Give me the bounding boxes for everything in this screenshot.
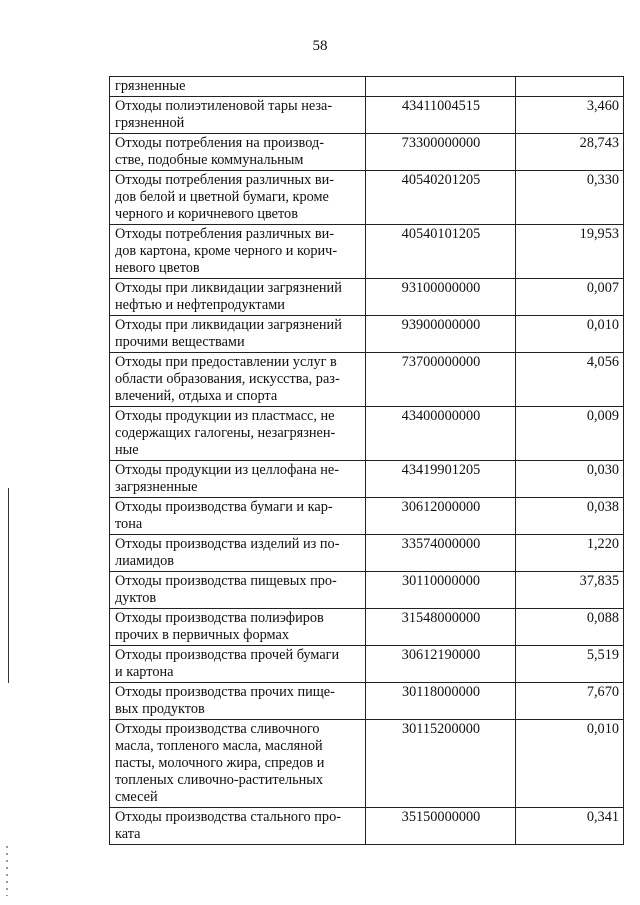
waste-mass-cell: 3,460 <box>516 97 624 134</box>
waste-mass-cell: 28,743 <box>516 134 624 171</box>
table-row <box>110 134 624 171</box>
table-row <box>110 353 624 407</box>
waste-mass-cell: 4,056 <box>516 353 624 407</box>
table-row <box>110 683 624 720</box>
table-row <box>110 609 624 646</box>
table-row <box>110 808 624 845</box>
waste-code-cell: 40540101205 <box>366 225 516 279</box>
waste-code-cell: 31548000000 <box>366 609 516 646</box>
table-row <box>110 407 624 461</box>
waste-mass-cell: 0,010 <box>516 316 624 353</box>
table-row <box>110 225 624 279</box>
waste-code-cell: 93100000000 <box>366 279 516 316</box>
waste-code-cell: 40540201205 <box>366 171 516 225</box>
waste-name-cell: Отходы потребления различных ви- дов белой и цветной бумаги, кроме черного и коричневого цветов <box>110 171 366 225</box>
waste-mass-cell <box>516 77 624 97</box>
waste-table <box>109 76 624 845</box>
waste-mass-cell: 0,010 <box>516 720 624 808</box>
margin-line <box>8 488 9 683</box>
table-row <box>110 279 624 316</box>
table-row <box>110 535 624 572</box>
waste-name-cell: Отходы потребления на производ- стве, подобные коммунальным <box>110 134 366 171</box>
waste-code-cell: 33574000000 <box>366 535 516 572</box>
waste-name-cell: грязненные <box>110 77 366 97</box>
waste-name-cell: Отходы производства прочей бумаги и картона <box>110 646 366 683</box>
waste-name-cell: Отходы при ликвидации загрязнений прочими веществами <box>110 316 366 353</box>
waste-code-cell: 30612190000 <box>366 646 516 683</box>
waste-name-cell: Отходы производства прочих пище- вых продуктов <box>110 683 366 720</box>
table-body <box>110 77 624 845</box>
waste-mass-cell: 7,670 <box>516 683 624 720</box>
waste-code-cell <box>366 77 516 97</box>
waste-name-cell: Отходы производства изделий из по- лиамидов <box>110 535 366 572</box>
waste-code-cell: 73700000000 <box>366 353 516 407</box>
table-row <box>110 461 624 498</box>
waste-name-cell: Отходы производства сливочного масла, топленого масла, масляной пасты, молочного жира, спредов и топленых сливочно-растительных смесей <box>110 720 366 808</box>
waste-mass-cell: 0,330 <box>516 171 624 225</box>
table-row <box>110 316 624 353</box>
waste-name-cell: Отходы производства пищевых про- дуктов <box>110 572 366 609</box>
waste-mass-cell: 0,007 <box>516 279 624 316</box>
waste-mass-cell: 5,519 <box>516 646 624 683</box>
waste-name-cell: Отходы полиэтиленовой тары неза- грязненной <box>110 97 366 134</box>
waste-code-cell: 30110000000 <box>366 572 516 609</box>
waste-mass-cell: 0,030 <box>516 461 624 498</box>
waste-mass-cell: 19,953 <box>516 225 624 279</box>
waste-code-cell: 30115200000 <box>366 720 516 808</box>
waste-name-cell: Отходы производства полиэфиров прочих в первичных формах <box>110 609 366 646</box>
table-row <box>110 646 624 683</box>
waste-name-cell: Отходы потребления различных ви- дов картона, кроме черного и корич- невого цветов <box>110 225 366 279</box>
waste-code-cell: 43400000000 <box>366 407 516 461</box>
waste-name-cell: Отходы продукции из целлофана не- загрязненные <box>110 461 366 498</box>
waste-name-cell: Отходы при предоставлении услуг в области образования, искусства, раз- влечений, отдыха и спорта <box>110 353 366 407</box>
waste-mass-cell: 1,220 <box>516 535 624 572</box>
table-row <box>110 171 624 225</box>
table-row <box>110 97 624 134</box>
waste-mass-cell: 0,038 <box>516 498 624 535</box>
table-row <box>110 720 624 808</box>
waste-code-cell: 30118000000 <box>366 683 516 720</box>
waste-code-cell: 35150000000 <box>366 808 516 845</box>
table-row <box>110 77 624 97</box>
waste-code-cell: 30612000000 <box>366 498 516 535</box>
page-number: 58 <box>312 38 328 54</box>
table-row <box>110 572 624 609</box>
waste-name-cell: Отходы производства бумаги и кар- тона <box>110 498 366 535</box>
waste-name-cell: Отходы производства стального про- ката <box>110 808 366 845</box>
waste-name-cell: Отходы продукции из пластмасс, не содержащих галогены, незагрязнен- ные <box>110 407 366 461</box>
waste-code-cell: 43411004515 <box>366 97 516 134</box>
waste-code-cell: 93900000000 <box>366 316 516 353</box>
waste-name-cell: Отходы при ликвидации загрязнений нефтью и нефтепродуктами <box>110 279 366 316</box>
waste-code-cell: 43419901205 <box>366 461 516 498</box>
waste-mass-cell: 0,009 <box>516 407 624 461</box>
scan-artifact <box>6 846 8 896</box>
waste-code-cell: 73300000000 <box>366 134 516 171</box>
waste-mass-cell: 0,088 <box>516 609 624 646</box>
waste-mass-cell: 37,835 <box>516 572 624 609</box>
waste-mass-cell: 0,341 <box>516 808 624 845</box>
table-row <box>110 498 624 535</box>
